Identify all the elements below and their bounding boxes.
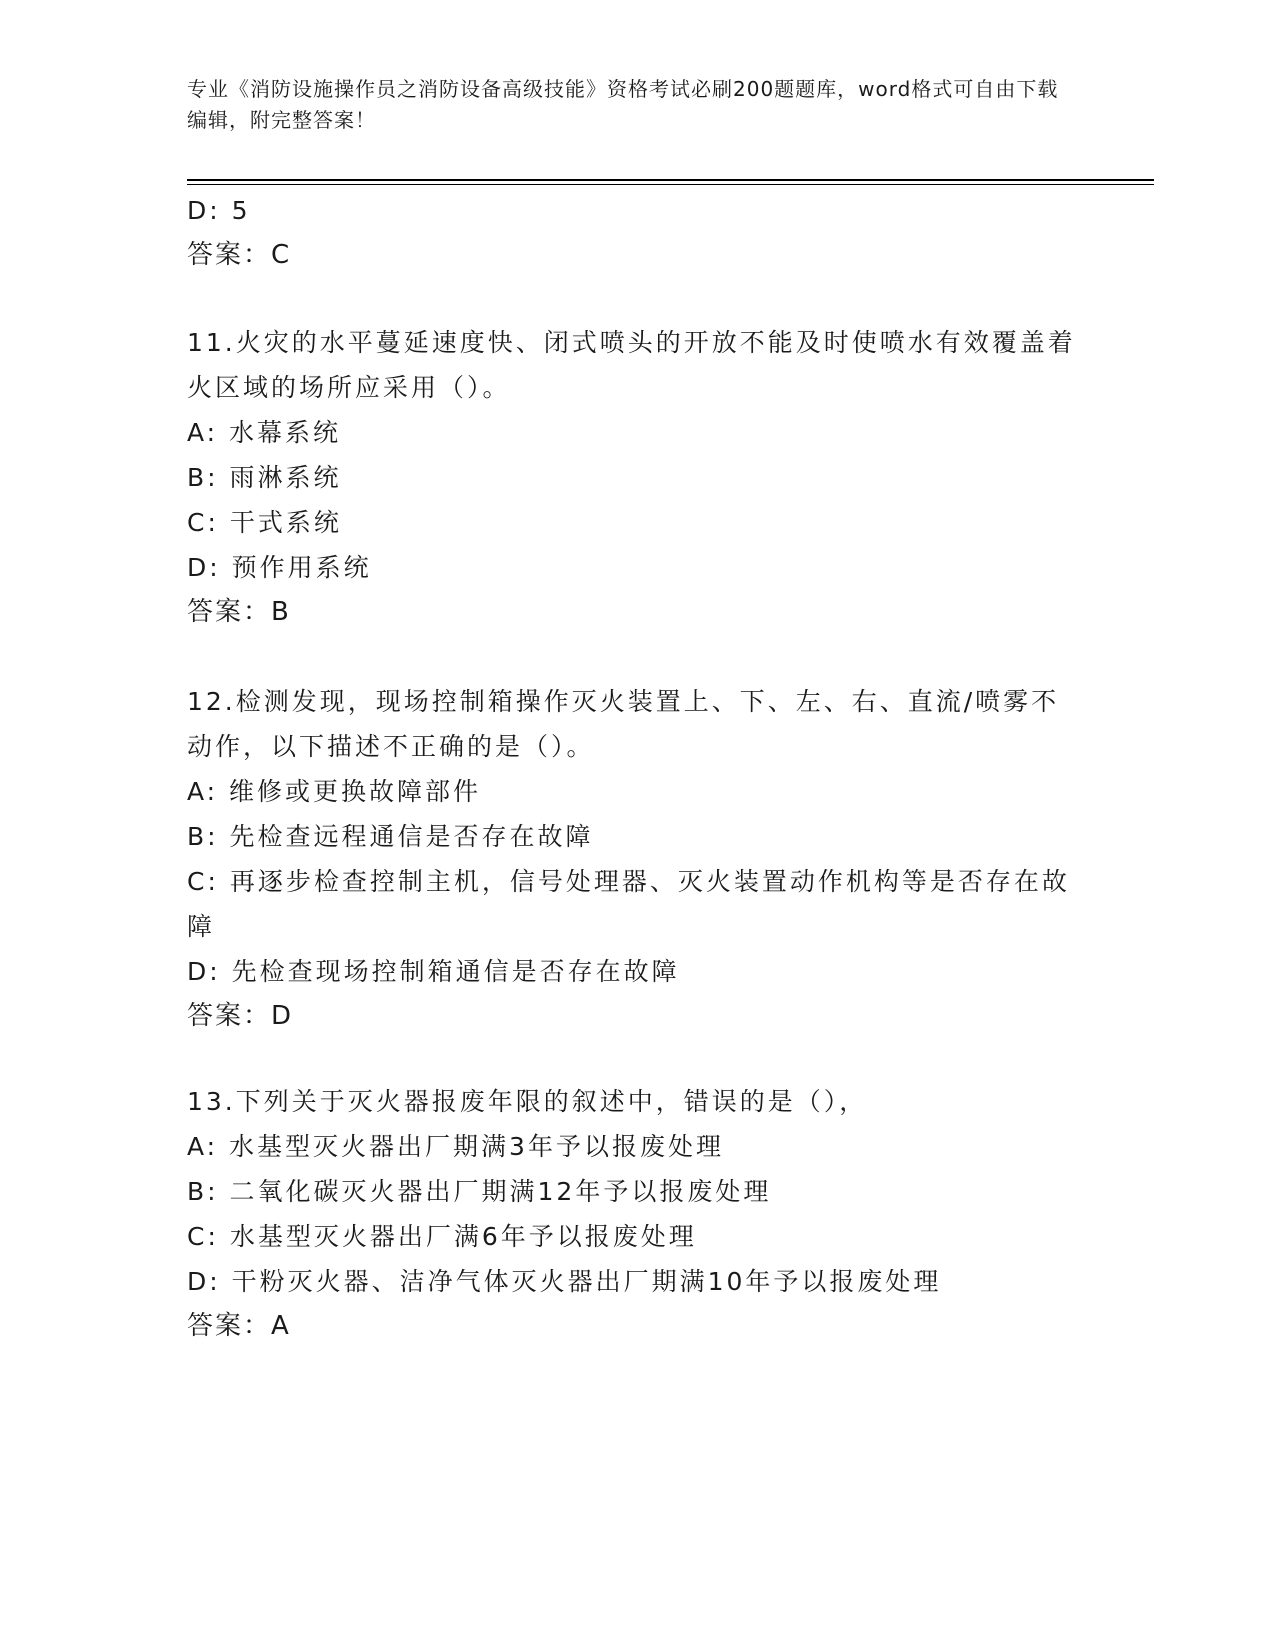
option-b: B: 雨淋系统: [187, 463, 342, 492]
option-d: D: 先检查现场控制箱通信是否存在故障: [187, 957, 680, 986]
option-d: D: 预作用系统: [187, 553, 372, 582]
answer: 答案：D: [187, 1001, 294, 1031]
question-13: [187, 1079, 1087, 1349]
option-b: B: 先检查远程通信是否存在故障: [187, 822, 594, 851]
option-c: C: 干式系统: [187, 508, 342, 537]
question-12: [187, 679, 1087, 1039]
question-11: [187, 320, 1087, 635]
option-a: A: 维修或更换故障部件: [187, 777, 482, 806]
page-header: 专业《消防设施操作员之消防设备高级技能》资格考试必刷200题题库，word格式可自由下载编辑，附完整答案！: [187, 77, 1059, 132]
option-a: A: 水基型灭火器出厂期满3年予以报废处理: [187, 1132, 724, 1161]
question-stem: 11.火灾的水平蔓延速度快、闭式喷头的开放不能及时使喷水有效覆盖着火区域的场所应采用（）。: [187, 328, 1076, 402]
question-content: [187, 188, 1087, 1349]
header-divider-thick: [187, 179, 1154, 181]
header-divider-thin: [187, 184, 1154, 185]
answer: 答案：B: [187, 597, 291, 627]
question-stem: 12.检测发现，现场控制箱操作灭火装置上、下、左、右、直流/喷雾不动作，以下描述不正确的是（）。: [187, 687, 1060, 761]
carryover-option-d: D: 5: [187, 196, 251, 225]
option-c: C: 再逐步检查控制主机，信号处理器、灭火装置动作机构等是否存在故障: [187, 867, 1070, 941]
option-a: A: 水幕系统: [187, 418, 342, 447]
answer: 答案：A: [187, 1311, 291, 1341]
option-d: D: 干粉灭火器、洁净气体灭火器出厂期满10年予以报废处理: [187, 1267, 942, 1296]
option-c: C: 水基型灭火器出厂满6年予以报废处理: [187, 1222, 697, 1251]
option-b: B: 二氧化碳灭火器出厂期满12年予以报废处理: [187, 1177, 772, 1206]
question-stem: 13.下列关于灭火器报废年限的叙述中，错误的是（），: [187, 1087, 868, 1116]
carryover-answer: 答案：C: [187, 240, 292, 270]
